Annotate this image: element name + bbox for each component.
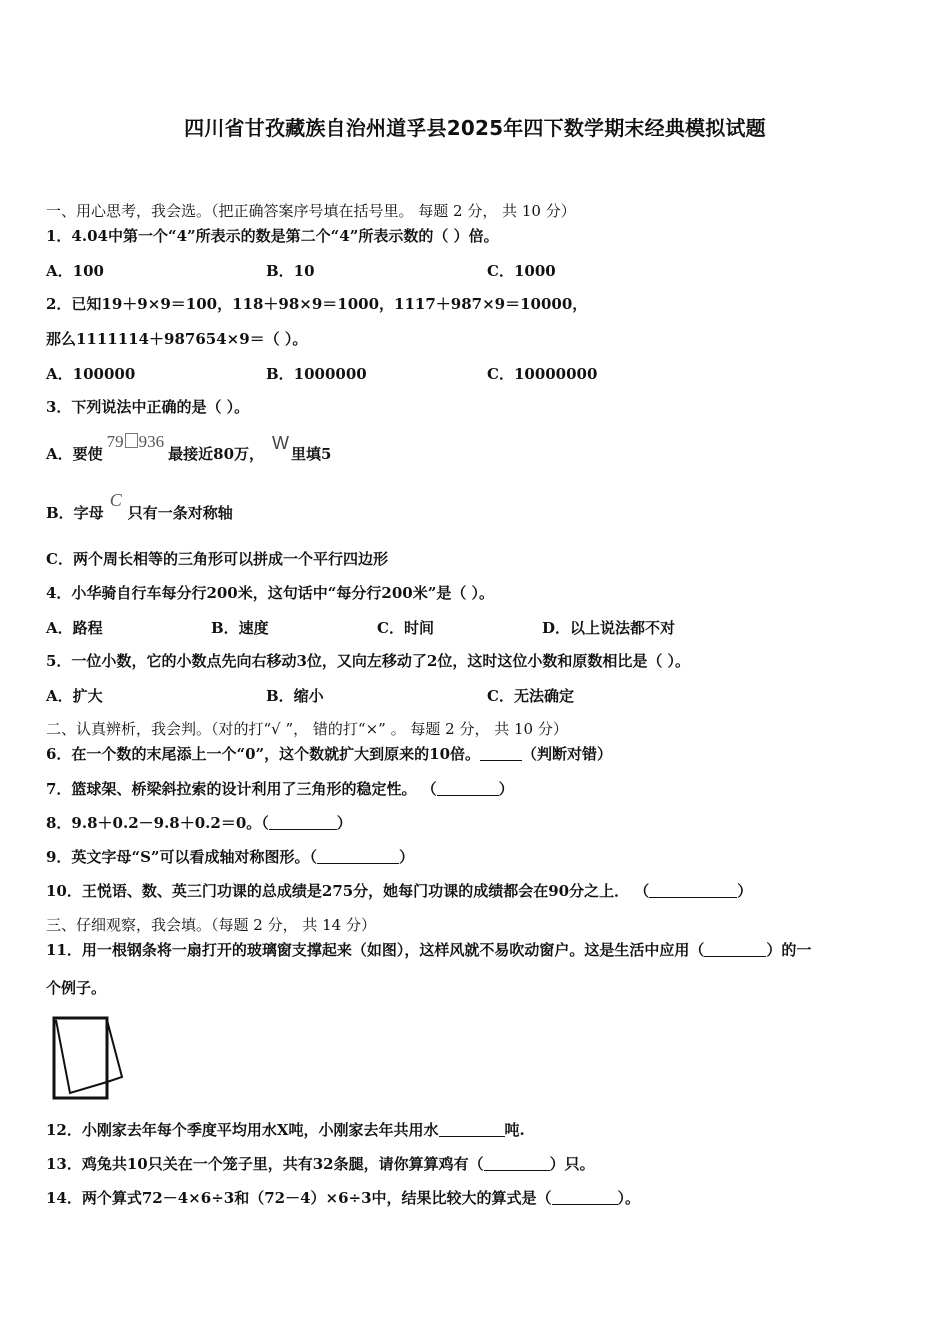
question-1-option-c[interactable]: C．1000 <box>487 262 556 280</box>
question-2-options <box>46 363 906 383</box>
w-symbol-figure: W <box>272 433 290 453</box>
question-3-option-c[interactable]: C．两个周长相等的三角形可以拼成一个平行四边形 <box>46 550 388 568</box>
question-1-options <box>46 260 906 280</box>
letter-c-figure: C <box>109 490 122 510</box>
question-6-suffix: （判断对错） <box>522 745 613 763</box>
question-4-stem: 4．小华骑自行车每分行200米，这句话中“每分行200米”是（ ）。 <box>46 584 495 602</box>
question-11-text: 11．用一根钢条将一扇打开的玻璃窗支撑起来（如图），这样风就不易吹动窗户。这是生活中应用（ <box>46 941 705 959</box>
window-frame <box>54 1018 107 1098</box>
answer-blank[interactable] <box>480 746 522 761</box>
question-4-option-b[interactable]: B．速度 <box>211 619 269 637</box>
answer-blank[interactable] <box>484 1156 550 1171</box>
section-2-heading: 二、认真辨析，我会判。（对的打“√ ”， 错的打“×” 。 每题 2 分， 共 10 分） <box>46 720 568 738</box>
option-a-prefix: A．要使 <box>46 445 103 463</box>
question-9-text: 9．英文字母“S”可以看成轴对称图形。（ <box>46 848 318 866</box>
question-5-option-b[interactable]: B．缩小 <box>266 687 324 705</box>
option-a-suffix: 里填5 <box>291 445 332 463</box>
question-2-stem-line2: 那么1111114＋987654×9＝（ ）。 <box>46 330 308 348</box>
blank-box-icon <box>125 433 138 448</box>
question-11 <box>46 940 811 960</box>
question-9 <box>46 847 414 867</box>
question-2-stem-line1: 2．已知19＋9×9＝100，118＋98×9＝1000，1117＋987×9＝10000， <box>46 295 588 313</box>
number-with-blank-figure <box>107 432 165 452</box>
question-3-option-a[interactable] <box>46 432 332 464</box>
section-3-heading: 三、仔细观察，我会填。（每题 2 分， 共 14 分） <box>46 916 376 934</box>
window-support-figure <box>50 1013 126 1103</box>
question-13 <box>46 1154 595 1174</box>
question-12-suffix: 吨. <box>504 1121 525 1139</box>
question-14-text: 14．两个算式72－4×6÷3和（72－4）×6÷3中，结果比较大的算式是（ <box>46 1189 552 1207</box>
number-right-digits: 936 <box>138 432 165 451</box>
question-2-option-a[interactable]: A．100000 <box>46 365 136 383</box>
question-3-option-b[interactable] <box>46 490 233 523</box>
question-13-suffix: ）只。 <box>549 1155 595 1173</box>
answer-blank[interactable] <box>317 849 399 864</box>
question-7-suffix: ） <box>498 780 514 798</box>
number-left-digits: 79 <box>106 432 124 451</box>
question-9-suffix: ） <box>399 848 415 866</box>
question-6-text: 6．在一个数的末尾添上一个“0”，这个数就扩大到原来的10倍。 <box>46 745 481 763</box>
question-10-text: 10．王悦语、数、英三门功课的总成绩是275分，她每门功课的成绩都会在90分之上． （ <box>46 882 650 900</box>
question-2-option-b[interactable]: B．1000000 <box>266 365 367 383</box>
answer-blank[interactable] <box>439 1122 505 1137</box>
answer-blank[interactable] <box>269 815 337 830</box>
question-4-option-c[interactable]: C．时间 <box>377 619 434 637</box>
answer-blank[interactable] <box>552 1190 618 1205</box>
section-1-heading: 一、用心思考，我会选。（把正确答案序号填在括号里。 每题 2 分， 共 10 分） <box>46 202 576 220</box>
question-3-stem: 3．下列说法中正确的是（ ）。 <box>46 398 250 416</box>
question-6 <box>46 744 612 764</box>
question-12-text: 12．小刚家去年每个季度平均用水X吨，小刚家去年共用水 <box>46 1121 439 1139</box>
question-5-stem: 5．一位小数，它的小数点先向右移动3位，又向左移动了2位，这时这位小数和原数相比是（ ）。 <box>46 652 691 670</box>
question-5-option-a[interactable]: A．扩大 <box>46 687 103 705</box>
question-7 <box>46 779 514 799</box>
question-4-option-d[interactable]: D．以上说法都不对 <box>542 619 676 637</box>
answer-blank[interactable] <box>437 781 499 796</box>
question-2-option-c[interactable]: C．10000000 <box>487 365 598 383</box>
support-bar <box>107 1020 122 1082</box>
question-14-suffix: ）。 <box>617 1189 641 1207</box>
opened-pane <box>56 1020 107 1093</box>
question-11-suffix: ）的一 <box>766 941 812 959</box>
page-title: 四川省甘孜藏族自治州道孚县2025年四下数学期末经典模拟试题 <box>184 116 766 140</box>
question-5-options <box>46 685 906 705</box>
question-4-option-a[interactable]: A．路程 <box>46 619 103 637</box>
question-14 <box>46 1188 640 1208</box>
question-11-line2: 个例子。 <box>46 979 107 997</box>
question-13-text: 13．鸡兔共10只关在一个笼子里，共有32条腿，请你算算鸡有（ <box>46 1155 484 1173</box>
question-7-text: 7．篮球架、桥梁斜拉索的设计利用了三角形的稳定性。 （ <box>46 780 437 798</box>
question-5-option-c[interactable]: C．无法确定 <box>487 687 574 705</box>
option-b-prefix: B．字母 <box>46 504 104 522</box>
question-10-suffix: ） <box>737 882 753 900</box>
question-12 <box>46 1120 525 1140</box>
answer-blank[interactable] <box>649 883 737 898</box>
question-8 <box>46 813 352 833</box>
option-a-middle: 最接近80万， <box>168 445 265 463</box>
question-8-suffix: ） <box>336 814 352 832</box>
question-10 <box>46 881 752 901</box>
question-1-option-a[interactable]: A．100 <box>46 262 104 280</box>
question-1-option-b[interactable]: B．10 <box>266 262 315 280</box>
option-b-suffix: 只有一条对称轴 <box>127 504 233 522</box>
answer-blank[interactable] <box>704 942 766 957</box>
question-8-text: 8．9.8＋0.2－9.8＋0.2＝0。（ <box>46 814 269 832</box>
question-1-stem: 1．4.04中第一个“4”所表示的数是第二个“4”所表示数的（ ）倍。 <box>46 227 499 245</box>
question-4-options <box>46 617 906 637</box>
